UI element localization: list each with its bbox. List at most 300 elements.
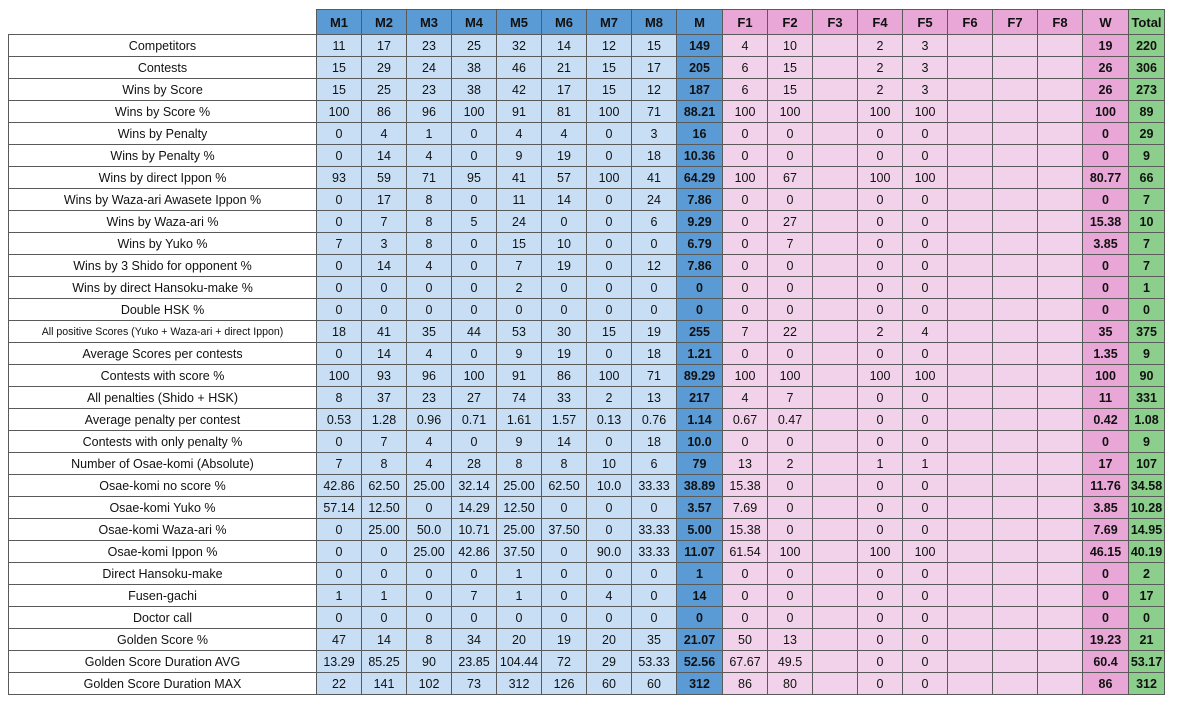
cell-f3 <box>813 167 858 189</box>
cell-m2: 7 <box>362 431 407 453</box>
cell-f5: 0 <box>903 299 948 321</box>
cell-f3 <box>813 497 858 519</box>
table-row <box>9 365 1165 387</box>
cell-total: 0 <box>1129 607 1165 629</box>
cell-m3: 35 <box>407 321 452 343</box>
cell-f1: 0 <box>723 431 768 453</box>
cell-m5: 24 <box>497 211 542 233</box>
cell-m6: 62.50 <box>542 475 587 497</box>
cell-m: 217 <box>677 387 723 409</box>
cell-m6: 72 <box>542 651 587 673</box>
cell-m: 9.29 <box>677 211 723 233</box>
cell-m4: 100 <box>452 365 497 387</box>
cell-m6: 19 <box>542 145 587 167</box>
cell-m6: 0 <box>542 299 587 321</box>
cell-f1: 4 <box>723 35 768 57</box>
column-header-m7: M7 <box>587 10 632 35</box>
cell-f8 <box>1038 145 1083 167</box>
cell-f7 <box>993 387 1038 409</box>
cell-m4: 0 <box>452 255 497 277</box>
column-header-w: W <box>1083 10 1129 35</box>
cell-m3: 1 <box>407 123 452 145</box>
cell-m1: 0 <box>317 299 362 321</box>
cell-m1: 22 <box>317 673 362 695</box>
cell-m3: 8 <box>407 629 452 651</box>
cell-m: 14 <box>677 585 723 607</box>
cell-m1: 15 <box>317 79 362 101</box>
cell-m1: 47 <box>317 629 362 651</box>
cell-f1: 0 <box>723 145 768 167</box>
cell-f2: 13 <box>768 629 813 651</box>
cell-f3 <box>813 365 858 387</box>
cell-total: 107 <box>1129 453 1165 475</box>
cell-m6: 0 <box>542 497 587 519</box>
cell-f7 <box>993 255 1038 277</box>
cell-f5: 100 <box>903 365 948 387</box>
cell-f8 <box>1038 123 1083 145</box>
cell-total: 90 <box>1129 365 1165 387</box>
cell-m2: 7 <box>362 211 407 233</box>
cell-f1: 0 <box>723 563 768 585</box>
cell-f8 <box>1038 233 1083 255</box>
cell-f3 <box>813 541 858 563</box>
cell-m8: 13 <box>632 387 677 409</box>
cell-f2: 7 <box>768 387 813 409</box>
cell-f1: 100 <box>723 101 768 123</box>
table-row <box>9 497 1165 519</box>
cell-f1: 50 <box>723 629 768 651</box>
cell-m2: 17 <box>362 35 407 57</box>
cell-m8: 0 <box>632 607 677 629</box>
cell-m4: 7 <box>452 585 497 607</box>
row-label: Golden Score Duration AVG <box>9 651 317 673</box>
cell-f5: 0 <box>903 233 948 255</box>
cell-m6: 0 <box>542 277 587 299</box>
cell-f7 <box>993 475 1038 497</box>
cell-m1: 0 <box>317 277 362 299</box>
row-label: Wins by Penalty % <box>9 145 317 167</box>
cell-m: 187 <box>677 79 723 101</box>
stats-table-container <box>8 9 1165 695</box>
cell-f5: 0 <box>903 123 948 145</box>
cell-m: 1 <box>677 563 723 585</box>
cell-m5: 25.00 <box>497 519 542 541</box>
cell-m7: 0 <box>587 145 632 167</box>
cell-m1: 0 <box>317 431 362 453</box>
cell-f3 <box>813 409 858 431</box>
cell-m2: 14 <box>362 343 407 365</box>
cell-w: 60.4 <box>1083 651 1129 673</box>
cell-m6: 37.50 <box>542 519 587 541</box>
cell-f5: 100 <box>903 167 948 189</box>
cell-w: 19 <box>1083 35 1129 57</box>
cell-f1: 0 <box>723 189 768 211</box>
cell-f4: 0 <box>858 189 903 211</box>
cell-f5: 100 <box>903 101 948 123</box>
cell-m5: 46 <box>497 57 542 79</box>
cell-f1: 0 <box>723 607 768 629</box>
cell-f3 <box>813 145 858 167</box>
cell-m8: 18 <box>632 343 677 365</box>
cell-m8: 12 <box>632 79 677 101</box>
cell-f6 <box>948 475 993 497</box>
cell-m7: 2 <box>587 387 632 409</box>
table-row <box>9 673 1165 695</box>
cell-f1: 0 <box>723 277 768 299</box>
cell-f3 <box>813 57 858 79</box>
cell-m4: 25 <box>452 35 497 57</box>
row-label: Direct Hansoku-make <box>9 563 317 585</box>
cell-m6: 10 <box>542 233 587 255</box>
cell-f3 <box>813 123 858 145</box>
cell-m7: 15 <box>587 79 632 101</box>
cell-f7 <box>993 431 1038 453</box>
cell-m5: 20 <box>497 629 542 651</box>
cell-m7: 0.13 <box>587 409 632 431</box>
cell-f8 <box>1038 343 1083 365</box>
cell-total: 66 <box>1129 167 1165 189</box>
table-row <box>9 277 1165 299</box>
cell-m7: 0 <box>587 255 632 277</box>
cell-f6 <box>948 123 993 145</box>
cell-m5: 7 <box>497 255 542 277</box>
cell-w: 26 <box>1083 57 1129 79</box>
cell-m1: 7 <box>317 453 362 475</box>
cell-m6: 126 <box>542 673 587 695</box>
cell-f4: 2 <box>858 321 903 343</box>
cell-f1: 0 <box>723 585 768 607</box>
cell-m1: 15 <box>317 57 362 79</box>
cell-m5: 32 <box>497 35 542 57</box>
cell-m5: 1.61 <box>497 409 542 431</box>
cell-f3 <box>813 453 858 475</box>
cell-m3: 4 <box>407 431 452 453</box>
cell-f7 <box>993 277 1038 299</box>
cell-total: 9 <box>1129 145 1165 167</box>
row-label: Number of Osae-komi (Absolute) <box>9 453 317 475</box>
cell-m2: 17 <box>362 189 407 211</box>
cell-f6 <box>948 585 993 607</box>
row-label: All positive Scores (Yuko + Waza-ari + direct Ippon) <box>9 321 317 343</box>
cell-m1: 11 <box>317 35 362 57</box>
cell-m2: 4 <box>362 123 407 145</box>
cell-m5: 41 <box>497 167 542 189</box>
cell-w: 1.35 <box>1083 343 1129 365</box>
cell-total: 14.95 <box>1129 519 1165 541</box>
cell-f1: 86 <box>723 673 768 695</box>
cell-w: 86 <box>1083 673 1129 695</box>
table-row <box>9 409 1165 431</box>
cell-m7: 0 <box>587 431 632 453</box>
table-row <box>9 145 1165 167</box>
cell-f1: 0 <box>723 299 768 321</box>
row-label: Osae-komi Yuko % <box>9 497 317 519</box>
cell-f3 <box>813 255 858 277</box>
cell-m4: 0 <box>452 233 497 255</box>
row-label: Double HSK % <box>9 299 317 321</box>
cell-f6 <box>948 145 993 167</box>
row-label: Wins by Score <box>9 79 317 101</box>
cell-m5: 15 <box>497 233 542 255</box>
cell-m: 0 <box>677 607 723 629</box>
row-label: Contests with score % <box>9 365 317 387</box>
cell-f6 <box>948 409 993 431</box>
cell-m3: 71 <box>407 167 452 189</box>
table-row <box>9 563 1165 585</box>
cell-f4: 0 <box>858 585 903 607</box>
cell-m4: 42.86 <box>452 541 497 563</box>
row-label: Contests <box>9 57 317 79</box>
cell-f6 <box>948 167 993 189</box>
column-header-m6: M6 <box>542 10 587 35</box>
cell-m5: 11 <box>497 189 542 211</box>
cell-m5: 9 <box>497 145 542 167</box>
cell-m: 88.21 <box>677 101 723 123</box>
cell-f5: 0 <box>903 651 948 673</box>
cell-total: 29 <box>1129 123 1165 145</box>
cell-m6: 8 <box>542 453 587 475</box>
cell-m3: 8 <box>407 211 452 233</box>
cell-f8 <box>1038 365 1083 387</box>
cell-f4: 0 <box>858 233 903 255</box>
cell-total: 17 <box>1129 585 1165 607</box>
cell-m7: 0 <box>587 123 632 145</box>
cell-f5: 0 <box>903 145 948 167</box>
cell-m5: 25.00 <box>497 475 542 497</box>
cell-total: 9 <box>1129 431 1165 453</box>
cell-f3 <box>813 475 858 497</box>
cell-f5: 0 <box>903 431 948 453</box>
cell-m: 5.00 <box>677 519 723 541</box>
cell-f7 <box>993 145 1038 167</box>
cell-f1: 13 <box>723 453 768 475</box>
cell-f6 <box>948 497 993 519</box>
cell-m1: 0 <box>317 343 362 365</box>
cell-m7: 29 <box>587 651 632 673</box>
cell-m8: 33.33 <box>632 541 677 563</box>
cell-f8 <box>1038 167 1083 189</box>
cell-total: 331 <box>1129 387 1165 409</box>
cell-f5: 0 <box>903 519 948 541</box>
cell-f6 <box>948 629 993 651</box>
column-header-m4: M4 <box>452 10 497 35</box>
cell-f8 <box>1038 321 1083 343</box>
cell-m2: 37 <box>362 387 407 409</box>
cell-m7: 100 <box>587 167 632 189</box>
cell-f3 <box>813 651 858 673</box>
cell-m2: 0 <box>362 299 407 321</box>
cell-w: 17 <box>1083 453 1129 475</box>
cell-f3 <box>813 343 858 365</box>
cell-w: 0 <box>1083 189 1129 211</box>
cell-w: 11 <box>1083 387 1129 409</box>
cell-m5: 104.44 <box>497 651 542 673</box>
cell-m2: 14 <box>362 629 407 651</box>
cell-total: 9 <box>1129 343 1165 365</box>
cell-f2: 7 <box>768 233 813 255</box>
cell-f3 <box>813 233 858 255</box>
cell-f3 <box>813 189 858 211</box>
cell-f4: 1 <box>858 453 903 475</box>
cell-f1: 7.69 <box>723 497 768 519</box>
cell-f5: 3 <box>903 57 948 79</box>
table-row <box>9 321 1165 343</box>
cell-f8 <box>1038 35 1083 57</box>
cell-f4: 100 <box>858 541 903 563</box>
cell-f7 <box>993 57 1038 79</box>
cell-f4: 0 <box>858 563 903 585</box>
cell-f7 <box>993 673 1038 695</box>
cell-m6: 0 <box>542 541 587 563</box>
cell-f1: 0 <box>723 211 768 233</box>
cell-total: 312 <box>1129 673 1165 695</box>
cell-f7 <box>993 233 1038 255</box>
cell-f1: 0 <box>723 123 768 145</box>
cell-m6: 0 <box>542 607 587 629</box>
cell-f4: 100 <box>858 167 903 189</box>
cell-f2: 0 <box>768 431 813 453</box>
cell-total: 1 <box>1129 277 1165 299</box>
cell-f2: 15 <box>768 79 813 101</box>
header-row <box>9 10 1165 35</box>
column-header-f1: F1 <box>723 10 768 35</box>
table-row <box>9 35 1165 57</box>
cell-m2: 0 <box>362 607 407 629</box>
cell-m2: 1.28 <box>362 409 407 431</box>
cell-total: 375 <box>1129 321 1165 343</box>
cell-m1: 13.29 <box>317 651 362 673</box>
column-header-f2: F2 <box>768 10 813 35</box>
cell-m6: 14 <box>542 35 587 57</box>
cell-f6 <box>948 607 993 629</box>
cell-m7: 15 <box>587 321 632 343</box>
cell-m6: 57 <box>542 167 587 189</box>
cell-m3: 96 <box>407 101 452 123</box>
cell-m5: 12.50 <box>497 497 542 519</box>
cell-w: 0 <box>1083 123 1129 145</box>
cell-m2: 85.25 <box>362 651 407 673</box>
cell-f3 <box>813 35 858 57</box>
cell-m2: 41 <box>362 321 407 343</box>
table-row <box>9 541 1165 563</box>
cell-f5: 4 <box>903 321 948 343</box>
cell-f3 <box>813 211 858 233</box>
table-row <box>9 189 1165 211</box>
cell-f5: 0 <box>903 409 948 431</box>
cell-f1: 0 <box>723 343 768 365</box>
cell-f6 <box>948 365 993 387</box>
row-label: Doctor call <box>9 607 317 629</box>
cell-m8: 0 <box>632 277 677 299</box>
cell-m8: 71 <box>632 365 677 387</box>
cell-f7 <box>993 585 1038 607</box>
cell-f5: 100 <box>903 541 948 563</box>
cell-f7 <box>993 541 1038 563</box>
cell-total: 7 <box>1129 255 1165 277</box>
column-header-f4: F4 <box>858 10 903 35</box>
table-row <box>9 255 1165 277</box>
cell-m: 312 <box>677 673 723 695</box>
cell-m1: 18 <box>317 321 362 343</box>
cell-f3 <box>813 321 858 343</box>
cell-m: 7.86 <box>677 189 723 211</box>
cell-m8: 24 <box>632 189 677 211</box>
cell-f6 <box>948 277 993 299</box>
cell-m5: 9 <box>497 431 542 453</box>
cell-f2: 2 <box>768 453 813 475</box>
cell-f8 <box>1038 519 1083 541</box>
column-header-f7: F7 <box>993 10 1038 35</box>
cell-f2: 0 <box>768 585 813 607</box>
cell-f5: 0 <box>903 607 948 629</box>
cell-f4: 0 <box>858 475 903 497</box>
cell-m: 64.29 <box>677 167 723 189</box>
cell-f5: 0 <box>903 497 948 519</box>
cell-f7 <box>993 519 1038 541</box>
cell-f5: 0 <box>903 475 948 497</box>
cell-f2: 0 <box>768 343 813 365</box>
cell-m6: 4 <box>542 123 587 145</box>
cell-f1: 0 <box>723 233 768 255</box>
cell-m: 10.36 <box>677 145 723 167</box>
cell-m8: 3 <box>632 123 677 145</box>
cell-m: 1.21 <box>677 343 723 365</box>
cell-m7: 0 <box>587 497 632 519</box>
cell-m7: 0 <box>587 519 632 541</box>
cell-f5: 0 <box>903 629 948 651</box>
cell-f6 <box>948 189 993 211</box>
cell-m1: 100 <box>317 101 362 123</box>
cell-m8: 0 <box>632 497 677 519</box>
row-label: Osae-komi no score % <box>9 475 317 497</box>
cell-f2: 80 <box>768 673 813 695</box>
cell-m7: 0 <box>587 189 632 211</box>
cell-w: 0 <box>1083 255 1129 277</box>
cell-f2: 0 <box>768 123 813 145</box>
cell-m4: 32.14 <box>452 475 497 497</box>
cell-m2: 14 <box>362 145 407 167</box>
cell-f7 <box>993 79 1038 101</box>
cell-m6: 19 <box>542 343 587 365</box>
cell-f7 <box>993 365 1038 387</box>
row-label: Wins by Yuko % <box>9 233 317 255</box>
row-label: Golden Score % <box>9 629 317 651</box>
cell-m4: 100 <box>452 101 497 123</box>
cell-total: 1.08 <box>1129 409 1165 431</box>
cell-total: 273 <box>1129 79 1165 101</box>
cell-f7 <box>993 35 1038 57</box>
cell-m1: 0 <box>317 255 362 277</box>
cell-m7: 0 <box>587 233 632 255</box>
cell-m8: 60 <box>632 673 677 695</box>
cell-m7: 4 <box>587 585 632 607</box>
cell-f2: 0 <box>768 497 813 519</box>
row-label: Wins by Waza-ari % <box>9 211 317 233</box>
cell-m4: 23.85 <box>452 651 497 673</box>
cell-f7 <box>993 123 1038 145</box>
cell-m6: 0 <box>542 563 587 585</box>
cell-m3: 24 <box>407 57 452 79</box>
cell-total: 21 <box>1129 629 1165 651</box>
table-row <box>9 299 1165 321</box>
judo-statistics-table <box>8 9 1165 695</box>
row-label: Competitors <box>9 35 317 57</box>
cell-f6 <box>948 79 993 101</box>
cell-w: 80.77 <box>1083 167 1129 189</box>
cell-m1: 0 <box>317 145 362 167</box>
cell-m2: 25 <box>362 79 407 101</box>
cell-w: 15.38 <box>1083 211 1129 233</box>
